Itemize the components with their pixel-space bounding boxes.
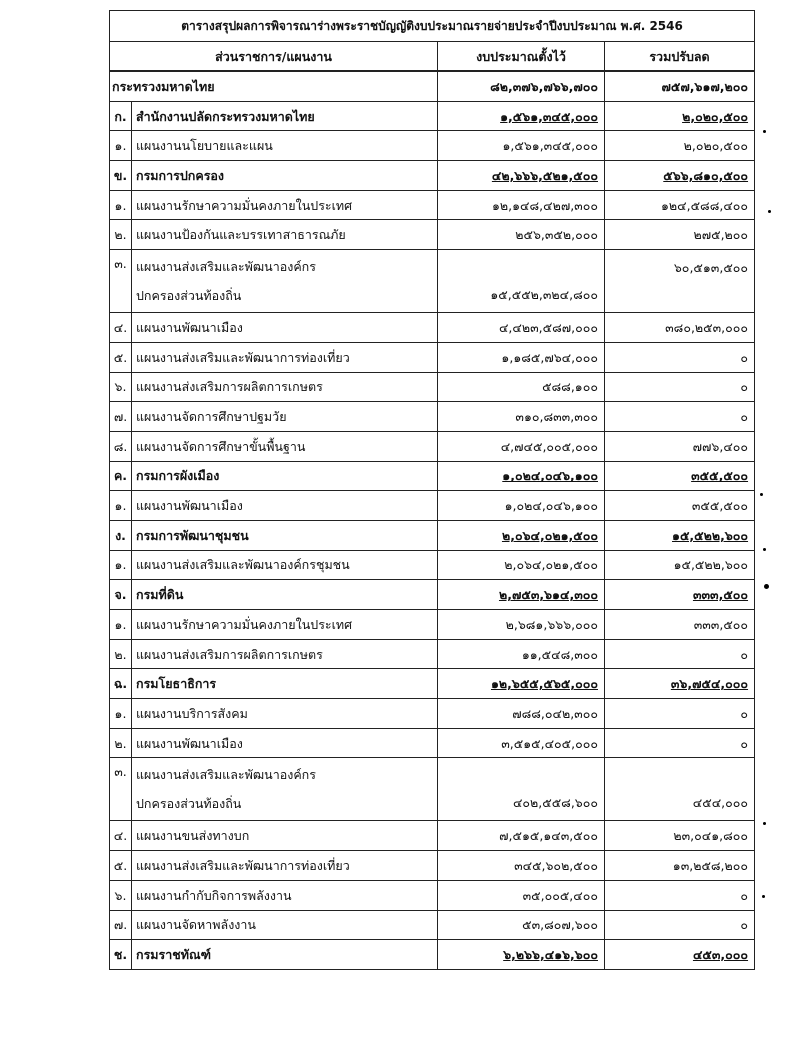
plan-index: ๒. xyxy=(110,639,132,669)
budget-cell: ๓๕,๐๐๕,๔๐๐ xyxy=(438,880,605,910)
cut-cell: ๐ xyxy=(605,699,755,729)
scan-speck xyxy=(763,130,766,133)
plan-index: ๑. xyxy=(110,610,132,640)
cut-cell: ๔๕๔,๐๐๐ xyxy=(692,795,749,811)
table-row xyxy=(110,728,755,758)
plan-label: แผนงานกำกับกิจการพลังงาน xyxy=(132,880,438,910)
scan-speck xyxy=(768,210,771,213)
cut-cell: ๒,๐๒๐,๕๐๐ xyxy=(682,108,749,124)
plan-index: ๑. xyxy=(110,699,132,729)
plan-index: ๖. xyxy=(110,372,132,402)
plan-index: ๔. xyxy=(110,313,132,343)
cut-cell: ๐ xyxy=(605,342,755,372)
table-row xyxy=(110,372,755,402)
dept-label: กรมราชทัณฑ์ xyxy=(132,940,438,970)
plan-label: แผนงานรักษาความมั่นคงภายในประเทศ xyxy=(132,190,438,220)
cut-cell: ๐ xyxy=(605,728,755,758)
cut-cell: ๒๓,๐๔๑,๘๐๐ xyxy=(605,821,755,851)
cut-cell: ๗๕๗,๖๑๗,๒๐๐ xyxy=(605,71,755,101)
scan-speck xyxy=(763,548,766,551)
dept-index: ข. xyxy=(110,161,132,191)
budget-cell: ๓๔๕,๖๐๒,๕๐๐ xyxy=(438,851,605,881)
dept-index: จ. xyxy=(110,580,132,610)
plan-label: แผนงานพัฒนาเมือง xyxy=(132,313,438,343)
plan-index: ๒. xyxy=(110,728,132,758)
budget-cell: ๒,๐๖๔,๐๒๑,๕๐๐ xyxy=(438,550,605,580)
cut-cell: ๐ xyxy=(605,910,755,940)
table-row xyxy=(110,699,755,729)
budget-cell: ๑๒,๑๔๘,๔๒๗,๓๐๐ xyxy=(438,190,605,220)
table-row xyxy=(110,71,755,101)
cut-cell: ๒,๐๒๐,๕๐๐ xyxy=(605,131,755,161)
budget-cell: ๗,๕๑๕,๑๔๓,๕๐๐ xyxy=(438,821,605,851)
dept-index: ฉ. xyxy=(110,669,132,699)
plan-label: แผนงานพัฒนาเมือง xyxy=(132,728,438,758)
plan-label: แผนงานบริการสังคม xyxy=(132,699,438,729)
budget-cell: ๕๓,๘๐๗,๖๐๐ xyxy=(438,910,605,940)
budget-cell: ๒,๐๖๔,๐๒๑,๕๐๐ xyxy=(501,527,598,543)
plan-label: แผนงานส่งเสริมและพัฒนาองค์กรชุมชน xyxy=(132,550,438,580)
budget-cell: ๑,๐๒๔,๐๔๖,๑๐๐ xyxy=(502,468,598,484)
ministry-label: กระทรวงมหาดไทย xyxy=(110,71,438,101)
budget-cell: ๑,๐๒๔,๐๔๖,๑๐๐ xyxy=(438,491,605,521)
scan-speck xyxy=(763,822,766,825)
cut-cell: ๑๒๔,๕๘๘,๔๐๐ xyxy=(605,190,755,220)
cut-cell: ๑๕,๕๒๒,๖๐๐ xyxy=(605,550,755,580)
dept-index: ก. xyxy=(110,101,132,131)
plan-label: แผนงานป้องกันและบรรเทาสาธารณภัย xyxy=(132,220,438,250)
table-row xyxy=(110,250,755,313)
budget-cell: ๕๘๘,๑๐๐ xyxy=(438,372,605,402)
plan-label-line2: ปกครองส่วนท้องถิ่น xyxy=(136,288,242,304)
budget-cell: ๑๑,๕๔๘,๓๐๐ xyxy=(438,639,605,669)
cut-cell: ๗๗๖,๔๐๐ xyxy=(605,431,755,461)
plan-index: ๕. xyxy=(110,342,132,372)
plan-label: แผนงานจัดการศึกษาปฐมวัย xyxy=(132,402,438,432)
budget-cell: ๔,๗๔๕,๐๐๕,๐๐๐ xyxy=(438,431,605,461)
plan-index: ๑. xyxy=(110,131,132,161)
budget-cell: ๑,๕๖๑,๓๔๕,๐๐๐ xyxy=(500,108,598,124)
budget-cell: ๔๐๒,๕๕๘,๖๐๐ xyxy=(512,795,598,811)
table-row xyxy=(110,550,755,580)
table-row xyxy=(110,431,755,461)
scan-speck xyxy=(762,895,765,898)
budget-cell: ๖,๒๖๖,๔๑๖,๖๐๐ xyxy=(503,947,598,963)
dept-label: กรมการปกครอง xyxy=(132,161,438,191)
column-header-unit: ส่วนราชการ/แผนงาน xyxy=(110,42,438,72)
plan-index: ๑. xyxy=(110,550,132,580)
plan-label: แผนงานส่งเสริมและพัฒนาองค์กร xyxy=(136,767,316,783)
cut-cell: ๓๘๐,๒๕๓,๐๐๐ xyxy=(605,313,755,343)
budget-cell: ๒,๗๕๓,๖๑๔,๓๐๐ xyxy=(498,587,598,603)
cut-cell: ๓๕๕,๕๐๐ xyxy=(605,491,755,521)
budget-cell: ๑,๕๖๑,๓๔๕,๐๐๐ xyxy=(438,131,605,161)
plan-index: ๒. xyxy=(110,220,132,250)
cut-cell: ๒๗๕,๒๐๐ xyxy=(605,220,755,250)
table-row xyxy=(110,220,755,250)
table-title-row xyxy=(110,11,755,42)
column-header-cut: รวมปรับลด xyxy=(605,42,755,72)
table-row xyxy=(110,342,755,372)
scan-speck xyxy=(764,584,769,589)
plan-index: ๔. xyxy=(110,821,132,851)
plan-index: ๗. xyxy=(110,402,132,432)
budget-cell: ๒,๖๘๑,๖๖๖,๐๐๐ xyxy=(438,610,605,640)
scan-speck xyxy=(760,493,763,496)
dept-index: ช. xyxy=(110,940,132,970)
budget-cell: ๑๕,๕๕๒,๓๒๔,๘๐๐ xyxy=(490,287,598,303)
dept-label: กรมการผังเมือง xyxy=(132,461,438,491)
plan-index: ๑. xyxy=(110,491,132,521)
table-row xyxy=(110,821,755,851)
cut-cell: ๑๓,๒๕๘,๒๐๐ xyxy=(605,851,755,881)
table-row xyxy=(110,402,755,432)
plan-label: แผนงานส่งเสริมและพัฒนาองค์กร xyxy=(136,259,316,275)
plan-index: ๗. xyxy=(110,910,132,940)
table-row xyxy=(110,910,755,940)
cut-cell: ๓๖,๗๕๔,๐๐๐ xyxy=(670,676,749,692)
budget-cell: ๒๕๖,๓๕๒,๐๐๐ xyxy=(438,220,605,250)
budget-summary-sheet xyxy=(109,10,754,970)
table-row xyxy=(110,313,755,343)
budget-cell: ๔๒,๖๖๖,๕๒๑,๕๐๐ xyxy=(491,167,598,183)
table-row xyxy=(110,580,755,610)
dept-label: สำนักงานปลัดกระทรวงมหาดไทย xyxy=(132,101,438,131)
page-title: ตารางสรุปผลการพิจารณาร่างพระราชบัญญัติงบประมาณรายจ่ายประจำปีงบประมาณ พ.ศ. 2546 xyxy=(110,11,755,42)
cut-cell: ๐ xyxy=(605,402,755,432)
cut-cell: ๔๕๓,๐๐๐ xyxy=(692,947,749,963)
plan-index: ๑. xyxy=(110,190,132,220)
cut-cell: ๕๖๖,๘๑๐,๕๐๐ xyxy=(663,167,749,183)
table-row xyxy=(110,940,755,970)
table-row xyxy=(110,639,755,669)
plan-label-line2: ปกครองส่วนท้องถิ่น xyxy=(136,796,242,812)
plan-label: แผนงานส่งเสริมการผลิตการเกษตร xyxy=(132,372,438,402)
budget-cell: ๗๘๘,๐๔๒,๓๐๐ xyxy=(438,699,605,729)
table-row xyxy=(110,461,755,491)
plan-label: แผนงานส่งเสริมและพัฒนาการท่องเที่ยว xyxy=(132,342,438,372)
cut-cell: ๐ xyxy=(605,880,755,910)
table-row xyxy=(110,161,755,191)
plan-label: แผนงานส่งเสริมการผลิตการเกษตร xyxy=(132,639,438,669)
plan-label: แผนงานพัฒนาเมือง xyxy=(132,491,438,521)
table-header-row xyxy=(110,42,755,72)
plan-index: ๓. xyxy=(110,250,132,313)
cut-cell: ๖๐,๕๑๓,๕๐๐ xyxy=(673,260,749,276)
plan-index: ๖. xyxy=(110,880,132,910)
plan-label: แผนงานรักษาความมั่นคงภายในประเทศ xyxy=(132,610,438,640)
cut-cell: ๐ xyxy=(605,372,755,402)
dept-index: ง. xyxy=(110,520,132,550)
table-row xyxy=(110,851,755,881)
budget-cell: ๓,๕๑๕,๔๐๕,๐๐๐ xyxy=(438,728,605,758)
table-row xyxy=(110,101,755,131)
dept-label: กรมที่ดิน xyxy=(132,580,438,610)
cut-cell: ๑๕,๕๒๒,๖๐๐ xyxy=(672,527,749,543)
budget-table xyxy=(109,10,755,970)
plan-label: แผนงานจัดหาพลังงาน xyxy=(132,910,438,940)
budget-cell: ๓๑๐,๘๓๓,๓๐๐ xyxy=(438,402,605,432)
plan-index: ๕. xyxy=(110,851,132,881)
cut-cell: ๓๓๓,๕๐๐ xyxy=(692,587,749,603)
cut-cell: ๐ xyxy=(605,639,755,669)
column-header-budget: งบประมาณตั้งไว้ xyxy=(438,42,605,72)
table-row xyxy=(110,190,755,220)
budget-cell: ๑,๑๘๕,๗๖๔,๐๐๐ xyxy=(438,342,605,372)
table-row xyxy=(110,669,755,699)
dept-label: กรมการพัฒนาชุมชน xyxy=(132,520,438,550)
table-row xyxy=(110,131,755,161)
plan-label: แผนงานขนส่งทางบก xyxy=(132,821,438,851)
budget-cell: ๑๒,๖๕๕,๕๖๕,๐๐๐ xyxy=(490,676,598,692)
table-row xyxy=(110,880,755,910)
plan-label: แผนงานส่งเสริมและพัฒนาการท่องเที่ยว xyxy=(132,851,438,881)
plan-index: ๘. xyxy=(110,431,132,461)
budget-cell: ๔,๔๒๓,๕๘๗,๐๐๐ xyxy=(438,313,605,343)
budget-cell: ๘๒,๓๗๖,๗๖๖,๗๐๐ xyxy=(438,71,605,101)
table-row xyxy=(110,758,755,821)
plan-label: แผนงานนโยบายและแผน xyxy=(132,131,438,161)
plan-index: ๓. xyxy=(110,758,132,821)
dept-index: ค. xyxy=(110,461,132,491)
cut-cell: ๓๓๓,๕๐๐ xyxy=(605,610,755,640)
table-row xyxy=(110,520,755,550)
plan-label: แผนงานจัดการศึกษาขั้นพื้นฐาน xyxy=(132,431,438,461)
table-row xyxy=(110,610,755,640)
dept-label: กรมโยธาธิการ xyxy=(132,669,438,699)
cut-cell: ๓๕๕,๕๐๐ xyxy=(691,468,749,484)
table-row xyxy=(110,491,755,521)
